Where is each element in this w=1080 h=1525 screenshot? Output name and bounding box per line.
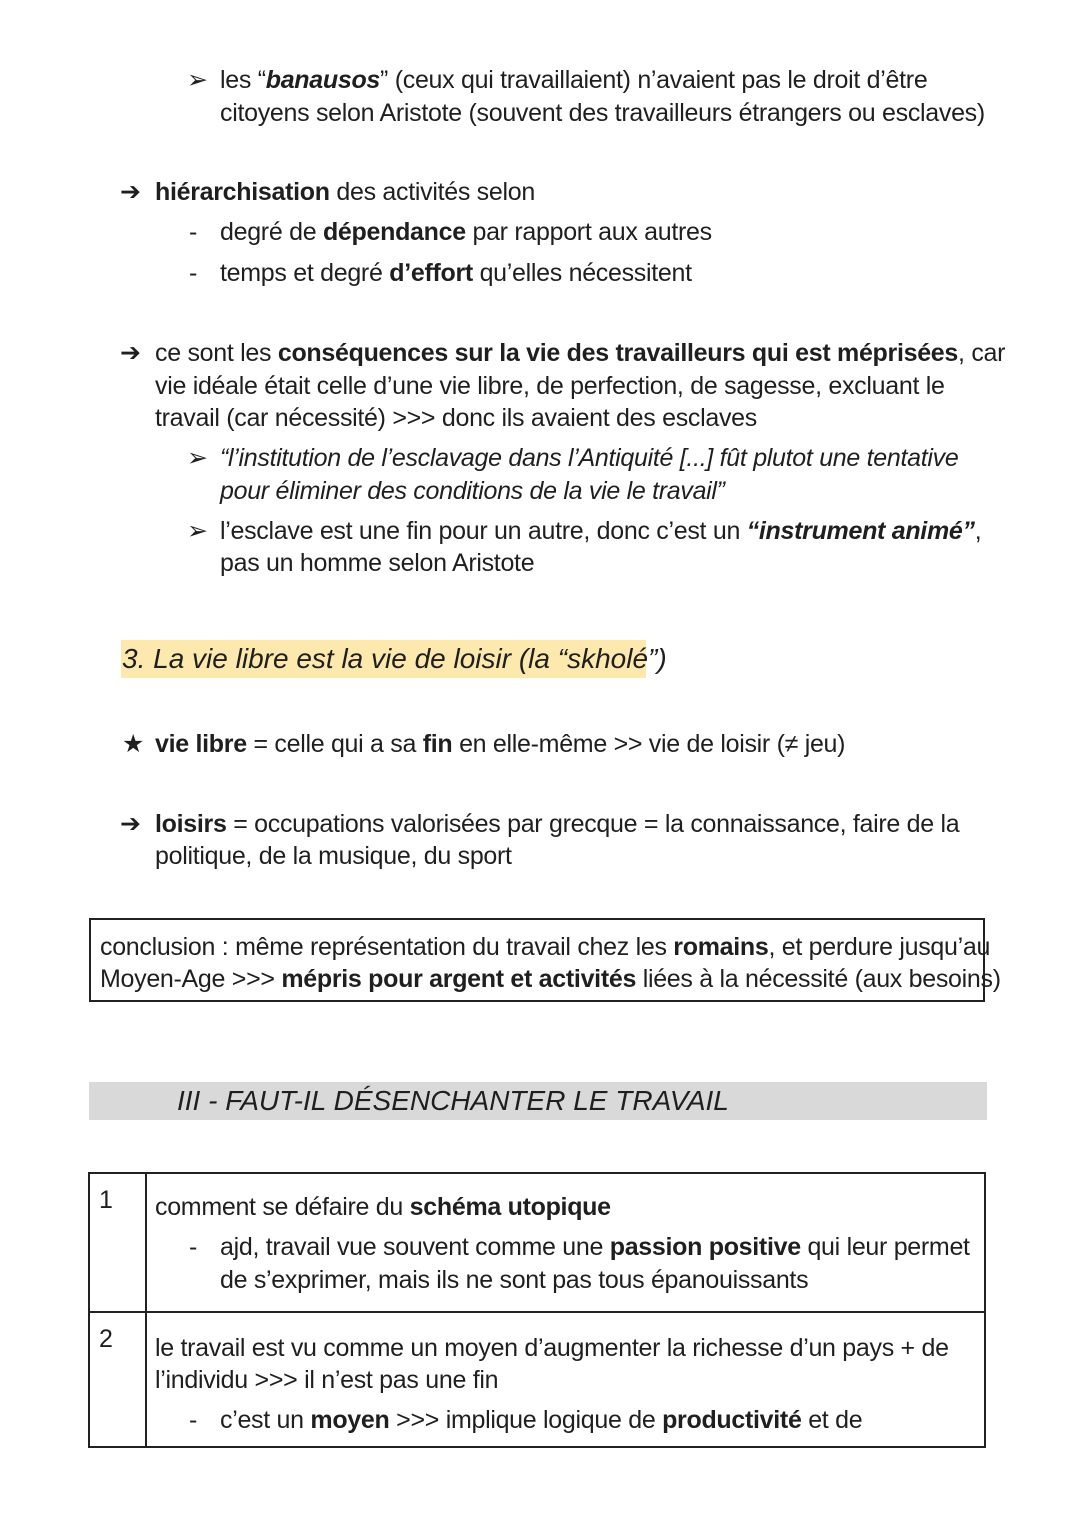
esclavage-quote-1: “l’institution de l’esclavage dans l’Antiquité [...] fût plutot une tentative	[220, 444, 959, 472]
loisirs-line-2: politique, de la musique, du sport	[155, 842, 512, 870]
dash-bullet: -	[189, 1233, 198, 1261]
dash-bullet: -	[189, 218, 198, 246]
row2-detail-1: c’est un moyen >>> implique logique de productivité et de	[220, 1406, 863, 1434]
section-title: III - FAUT-IL DÉSENCHANTER LE TRAVAIL	[177, 1085, 729, 1116]
vie-libre-line: vie libre = celle qui a sa fin en elle-même >> vie de loisir (≠ jeu)	[155, 730, 846, 758]
chevron-arrowhead-icon: ➢	[187, 66, 208, 94]
row-number-cell	[89, 1312, 146, 1447]
banausos-line-1: les “banausos” (ceux qui travaillaient) n’avaient pas le droit d’être	[220, 66, 928, 94]
arrow-right-icon: ➔	[120, 339, 141, 367]
arrow-right-icon: ➔	[120, 810, 141, 838]
row1-line-1: comment se défaire du schéma utopique	[155, 1193, 611, 1221]
chevron-arrowhead-icon: ➢	[187, 444, 208, 472]
row-number: 1	[99, 1186, 113, 1214]
row1-detail-2: de s’exprimer, mais ils ne sont pas tous épanouissants	[220, 1266, 809, 1294]
row1-detail-1: ajd, travail vue souvent comme une passion positive qui leur permet	[220, 1233, 970, 1261]
esclave-line-1: l’esclave est une fin pour un autre, donc c’est un “instrument animé”,	[220, 517, 982, 545]
consequences-line-2: vie idéale était celle d’une vie libre, de perfection, de sagesse, excluant le	[155, 372, 945, 400]
row-number-cell	[89, 1173, 146, 1312]
hierarchisation-effort: temps et degré d’effort qu’elles nécessitent	[220, 259, 692, 287]
consequences-line-3: travail (car nécessité) >>> donc ils avaient des esclaves	[155, 404, 757, 432]
heading-3: 3. La vie libre est la vie de loisir (la “skholé”)	[122, 643, 667, 674]
conclusion-line-2: Moyen-Age >>> mépris pour argent et activités liées à la nécessité (aux besoins)	[100, 965, 1001, 993]
dash-bullet: -	[189, 259, 198, 287]
consequences-line-1: ce sont les conséquences sur la vie des travailleurs qui est méprisées, car	[155, 339, 1006, 367]
row-number: 2	[99, 1325, 113, 1353]
arrow-right-icon: ➔	[120, 178, 141, 206]
star-icon: ★	[122, 730, 145, 758]
conclusion-line-1: conclusion : même représentation du travail chez les romains, et perdure jusqu’au	[100, 933, 991, 961]
dash-bullet: -	[189, 1406, 198, 1434]
esclave-line-2: pas un homme selon Aristote	[220, 549, 535, 577]
banausos-line-2: citoyens selon Aristote (souvent des travailleurs étrangers ou esclaves)	[220, 99, 985, 127]
hierarchisation-dependance: degré de dépendance par rapport aux autres	[220, 218, 712, 246]
esclavage-quote-2: pour éliminer des conditions de la vie le travail”	[220, 477, 725, 505]
hierarchisation-line: hiérarchisation des activités selon	[155, 178, 535, 206]
loisirs-line-1: loisirs = occupations valorisées par grecque = la connaissance, faire de la	[155, 810, 960, 838]
row2-line-1: le travail est vu comme un moyen d’augmenter la richesse d’un pays + de	[155, 1334, 949, 1362]
chevron-arrowhead-icon: ➢	[187, 517, 208, 545]
row2-line-2: l’individu >>> il n’est pas une fin	[155, 1366, 499, 1394]
